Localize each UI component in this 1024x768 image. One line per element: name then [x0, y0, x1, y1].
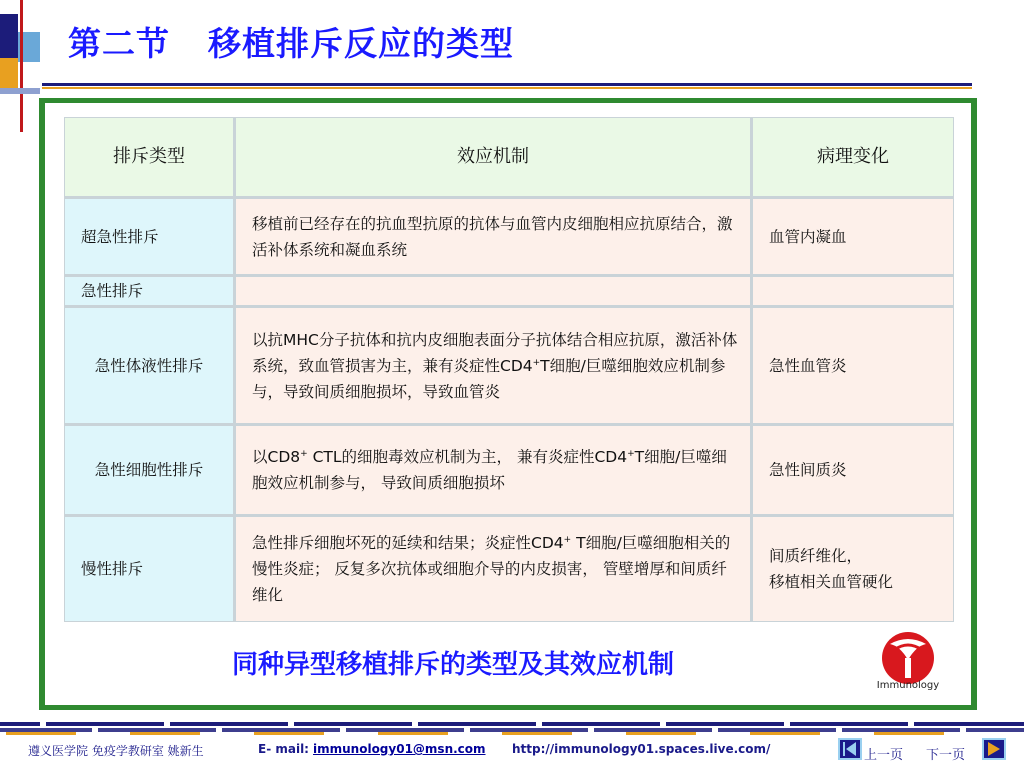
rejection-type-table	[64, 117, 954, 622]
row-type: 急性排斥	[65, 277, 233, 305]
row-pathology: 急性血管炎	[753, 308, 953, 423]
row-type: 超急性排斥	[65, 199, 233, 274]
section-number: 第二节	[68, 24, 170, 63]
section-title: 移植排斥反应的类型	[208, 24, 514, 63]
logo-label: Immunology	[876, 680, 940, 691]
row-mechanism: 以CD8+ CTL的细胞毒效应机制为主， 兼有炎症性CD4+T细胞/巨噬细胞效应机制参与， 导致间质细胞损坏	[236, 426, 750, 514]
header-type: 排斥类型	[65, 118, 233, 196]
row-pathology: 血管内凝血	[753, 199, 953, 274]
row-type: 慢性排斥	[65, 517, 233, 621]
arrow-left-icon	[840, 740, 860, 758]
row-mechanism: 移植前已经存在的抗血型抗原的抗体与血管内皮细胞相应抗原结合，激活补体系统和凝血系统	[236, 199, 750, 274]
row-mechanism	[236, 277, 750, 305]
next-page-label[interactable]: 下一页	[926, 748, 966, 763]
row-type: 急性细胞性排斥	[65, 426, 233, 514]
footer-mail-link[interactable]: immunology01@msn.com	[313, 742, 486, 756]
prev-page-button[interactable]	[838, 738, 862, 760]
row-pathology	[753, 277, 953, 305]
footer-mail-label: E- mail:	[258, 742, 309, 756]
title-rule	[42, 83, 972, 86]
page-title	[68, 18, 514, 65]
header-mechanism: 效应机制	[236, 118, 750, 196]
row-pathology: 间质纤维化， 移植相关血管硬化	[753, 517, 953, 621]
prev-page-label[interactable]: 上一页	[864, 748, 904, 763]
next-page-button[interactable]	[982, 738, 1006, 760]
title-rule-accent	[42, 87, 972, 89]
footer-band	[0, 722, 1024, 736]
arrow-right-icon	[984, 740, 1004, 758]
row-type: 急性体液性排斥	[65, 308, 233, 423]
row-mechanism: 急性排斥细胞坏死的延续和结果；炎症性CD4+ T细胞/巨噬细胞相关的慢性炎症； 反复多次抗体或细胞介导的内皮损害， 管壁增厚和间质纤维化	[236, 517, 750, 621]
table-caption: 同种异型移植排斥的类型及其效应机制	[232, 650, 675, 680]
header-pathology: 病理变化	[753, 118, 953, 196]
row-pathology: 急性间质炎	[753, 426, 953, 514]
footer-url[interactable]: http://immunology01.spaces.live.com/	[512, 742, 771, 756]
footer-org: 遵义医学院 免疫学教研室 姚新生	[28, 744, 204, 758]
row-mechanism: 以抗MHC分子抗体和抗内皮细胞表面分子抗体结合相应抗原，激活补体系统，致血管损害为主，兼有炎症性CD4+T细胞/巨噬细胞效应机制参与，导致间质细胞损坏，导致血管炎	[236, 308, 750, 423]
